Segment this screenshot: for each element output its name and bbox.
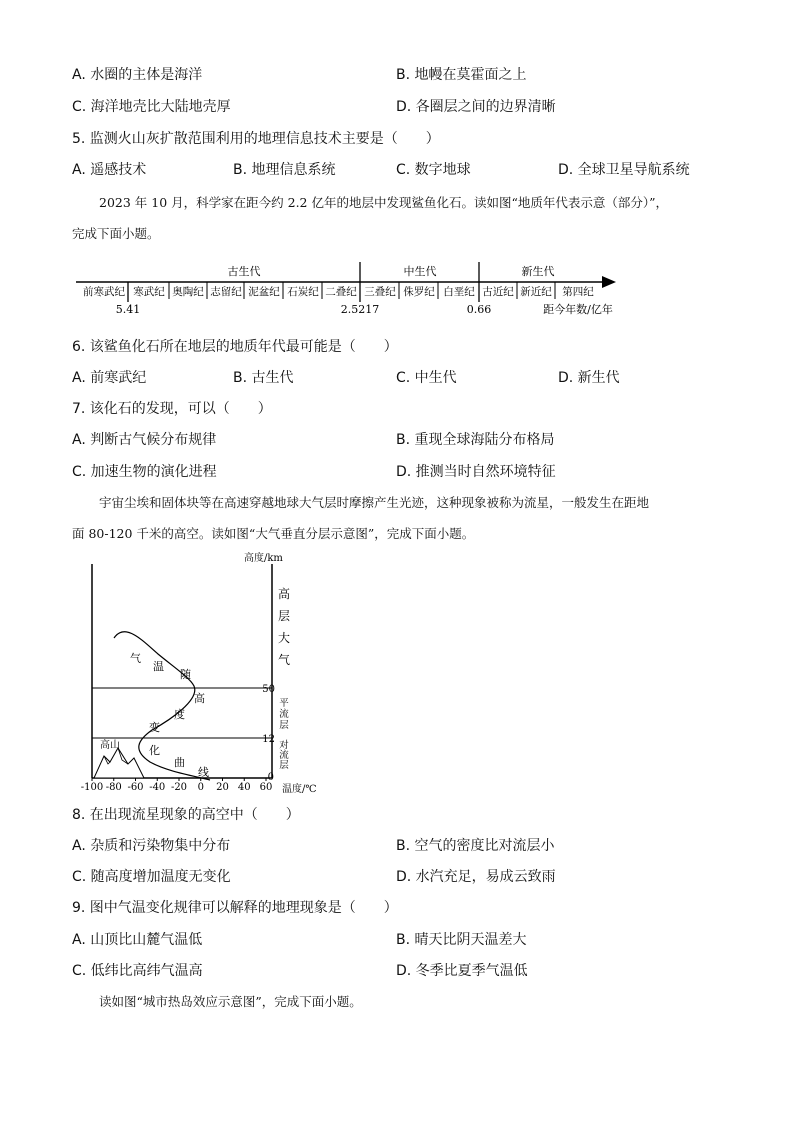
geologic-timeline	[70, 258, 630, 318]
timeline-unit-label: 距今年数/亿年	[543, 303, 613, 316]
intro2-line1: 宇宙尘埃和固体块等在高速穿越地球大气层时摩擦产生光迹，这种现象被称为流星，一般发生在距地	[99, 495, 650, 510]
q5-option-c: C. 数字地球	[396, 162, 471, 178]
curve-label-char: 高	[194, 692, 205, 705]
height-50: 50	[262, 684, 275, 695]
period-cretaceous: 白垩纪	[443, 286, 475, 298]
q9-option-b: B. 晴天比阴天温差大	[396, 932, 527, 948]
layer-label-char: 气	[277, 653, 291, 667]
period-triassic: 三叠纪	[364, 286, 396, 298]
q8-option-a: A. 杂质和污染物集中分布	[72, 838, 231, 854]
q9-stem: 9. 图中气温变化规律可以解释的地理现象是（ ）	[72, 900, 398, 916]
q5-option-a: A. 遥感技术	[72, 162, 147, 178]
curve-label-char: 线	[198, 766, 209, 779]
period-devonian: 泥盆纪	[248, 286, 280, 298]
x-axis-ticks	[81, 778, 273, 793]
height-0: 0	[267, 772, 274, 783]
q9-option-d: D. 冬季比夏季气温低	[396, 963, 528, 979]
period-carboniferous: 石炭纪	[287, 286, 319, 298]
curve-label-char: 曲	[174, 756, 185, 769]
timeline-value-541: 5.41	[115, 303, 141, 316]
period-permian: 二叠纪	[325, 286, 357, 298]
x-tick-label: -40	[149, 782, 166, 793]
layer-label-char: 层	[279, 720, 289, 731]
intro2-line2: 面 80-120 千米的高空。读如图“大气垂直分层示意图”，完成下面小题。	[72, 526, 475, 541]
q4-option-b: B. 地幔在莫霍面之上	[396, 67, 527, 83]
intro1-line2: 完成下面小题。	[72, 226, 160, 241]
q7-stem: 7. 该化石的发现，可以（ ）	[72, 401, 272, 417]
q7-option-c: C. 加速生物的演化进程	[72, 464, 217, 480]
q4-option-d: D. 各圈层之间的边界清晰	[396, 99, 556, 115]
layer-label-char: 层	[277, 609, 291, 623]
q7-option-a: A. 判断古气候分布规律	[72, 432, 217, 448]
timeline-value-066: 0.66	[466, 303, 492, 316]
period-jurassic: 侏罗纪	[403, 286, 435, 298]
q6-option-a: A. 前寒武纪	[72, 370, 147, 386]
layer-label-char: 高	[277, 587, 291, 601]
q7-option-b: B. 重现全球海陆分布格局	[396, 432, 555, 448]
period-ordovician: 奥陶纪	[172, 286, 204, 298]
layer-label-char: 流	[279, 709, 289, 720]
curve-label-char: 度	[174, 708, 185, 721]
x-tick-label: -20	[170, 782, 188, 793]
layer-label-char: 流	[279, 750, 289, 761]
q5-stem: 5. 监测火山灰扩散范围利用的地理信息技术主要是（ ）	[72, 131, 440, 147]
q8-option-c: C. 随高度增加温度无变化	[72, 869, 231, 885]
period-quaternary: 第四纪	[562, 286, 594, 298]
period-precambrian: 前寒武纪	[83, 286, 125, 298]
y-axis-label: 高度/km	[244, 553, 283, 564]
era-mesozoic: 中生代	[403, 265, 437, 278]
q9-option-a: A. 山顶比山麓气温低	[72, 932, 203, 948]
height-12: 12	[262, 734, 275, 745]
q6-option-d: D. 新生代	[558, 370, 620, 386]
layer-label-char: 平	[279, 698, 289, 709]
period-neogene: 新近纪	[520, 286, 552, 298]
period-cambrian: 寒武纪	[133, 286, 165, 298]
era-paleozoic: 古生代	[227, 265, 261, 278]
x-tick-label: -100	[80, 782, 104, 793]
x-tick-label: 40	[237, 782, 251, 793]
q5-option-d: D. 全球卫星导航系统	[558, 162, 690, 178]
layer-labels	[278, 586, 290, 771]
q6-option-c: C. 中生代	[396, 370, 457, 386]
q7-option-d: D. 推测当时自然环境特征	[396, 464, 556, 480]
curve-label-char: 随	[180, 668, 191, 681]
layer-label-char: 层	[279, 760, 289, 771]
x-tick-label: -60	[127, 782, 144, 793]
q8-option-b: B. 空气的密度比对流层小	[396, 838, 555, 854]
x-axis-label: 温度/℃	[282, 784, 317, 795]
curve-label-char: 气	[130, 652, 141, 665]
timeline-value-2521: 2.5217	[340, 303, 380, 316]
layer-label-char: 大	[277, 631, 291, 645]
curve-label-char: 变	[149, 721, 160, 734]
period-paleogene: 古近纪	[482, 286, 514, 298]
era-cenozoic: 新生代	[521, 265, 555, 278]
mountain-label: 高山	[100, 740, 120, 751]
q5-option-b: B. 地理信息系统	[233, 162, 336, 178]
mountain-icon	[94, 748, 144, 778]
q4-option-a: A. 水圈的主体是海洋	[72, 67, 203, 83]
q6-stem: 6. 该鲨鱼化石所在地层的地质年代最可能是（ ）	[72, 339, 398, 355]
curve-label-char: 温	[153, 660, 164, 673]
q8-stem: 8. 在出现流星现象的高空中（ ）	[72, 807, 300, 823]
x-tick-label: 0	[197, 782, 204, 793]
temperature-curve	[114, 632, 210, 780]
intro3-line1: 读如图“城市热岛效应示意图”，完成下面小题。	[99, 994, 362, 1009]
q6-option-b: B. 古生代	[233, 370, 294, 386]
q4-option-c: C. 海洋地壳比大陆地壳厚	[72, 99, 231, 115]
layer-label-char: 对	[279, 740, 289, 751]
x-tick-label: -80	[105, 782, 122, 793]
x-tick-label: 60	[259, 782, 273, 793]
q8-option-d: D. 水汽充足，易成云致雨	[396, 869, 556, 885]
q9-option-c: C. 低纬比高纬气温高	[72, 963, 203, 979]
curve-label-char: 化	[149, 744, 160, 757]
atmosphere-diagram	[70, 550, 320, 795]
period-silurian: 志留纪	[210, 286, 242, 298]
x-tick-label: 20	[216, 782, 229, 793]
intro1-line1: 2023 年 10 月，科学家在距今约 2.2 亿年的地层中发现鲨鱼化石。读如图“地质年代表示意（部分）”，	[99, 195, 668, 210]
